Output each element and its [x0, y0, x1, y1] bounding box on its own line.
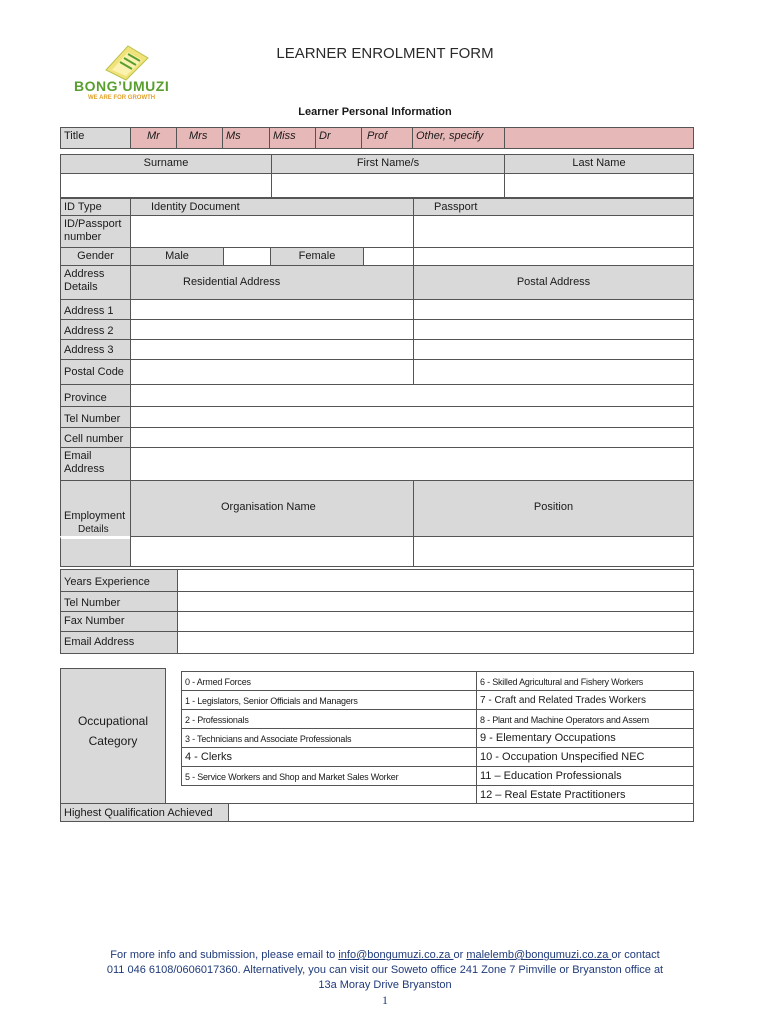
occupation-option-11[interactable]: 11 – Education Professionals: [476, 766, 694, 786]
gender-spacer: [413, 247, 694, 266]
identity-document-option[interactable]: Identity Document: [130, 198, 414, 216]
occupation-option-8[interactable]: 8 - Plant and Machine Operators and Assem: [476, 709, 694, 729]
occupation-option-12[interactable]: 12 – Real Estate Practitioners: [476, 785, 694, 805]
residential-address1-field[interactable]: [130, 299, 414, 320]
footer: [60, 948, 710, 1008]
address3-label: Address 3: [60, 339, 131, 360]
title-option-mrs[interactable]: Mrs: [176, 127, 223, 149]
employment-label: Employment: [64, 510, 126, 522]
residential-address-label: Residential Address: [130, 265, 414, 300]
address1-label: Address 1: [60, 299, 131, 320]
postal-address2-field[interactable]: [413, 319, 694, 340]
female-checkbox[interactable]: [363, 247, 414, 266]
occupation-option-2[interactable]: 2 - Professionals: [181, 709, 477, 729]
postal-address1-field[interactable]: [413, 299, 694, 320]
page-number: 1: [382, 993, 388, 1007]
female-label: Female: [270, 247, 364, 266]
residential-address3-field[interactable]: [130, 339, 414, 360]
footer-line1: For more info and submission, please email to info@bongumuzi.co.za or malelemb@bongumuzi.co.za or contact: [110, 949, 660, 961]
postal-code-label: Postal Code: [60, 359, 131, 385]
employment-blank-label: [60, 536, 131, 567]
last-name-field[interactable]: [504, 173, 694, 198]
position-field[interactable]: [413, 536, 694, 567]
title-other-field[interactable]: [504, 127, 694, 149]
occupation-option-1[interactable]: 1 - Legislators, Senior Officials and Managers: [181, 690, 477, 710]
category-label: Category: [88, 734, 138, 748]
male-checkbox[interactable]: [223, 247, 271, 266]
highest-qualification-field[interactable]: [228, 803, 694, 822]
cell-number-field[interactable]: [130, 427, 694, 448]
logo-book-icon: [98, 40, 158, 82]
years-experience-label: Years Experience: [60, 569, 178, 592]
logo-name: BONG’UMUZI: [74, 78, 170, 94]
email-address-field[interactable]: [130, 447, 694, 481]
section-title: Learner Personal Information: [298, 106, 452, 118]
highest-qualification-label: Highest Qualification Achieved: [60, 803, 229, 822]
occupational-category-label: [60, 668, 166, 804]
surname-field[interactable]: [60, 173, 272, 198]
organisation-name-label: Organisation Name: [130, 480, 414, 537]
position-label: Position: [413, 480, 694, 537]
logo-tagline: WE ARE FOR GROWTH: [88, 95, 156, 101]
first-name-label: First Name/s: [271, 154, 505, 174]
occupation-option-0[interactable]: 0 - Armed Forces: [181, 671, 477, 691]
id-type-label: ID Type: [60, 198, 131, 216]
passport-option[interactable]: Passport: [413, 198, 694, 216]
cell-number-label: Cell number: [60, 427, 131, 448]
logo: [70, 40, 180, 106]
employer-fax-field[interactable]: [177, 611, 694, 632]
employment-details-sublabel: Details: [78, 524, 109, 535]
male-label: Male: [130, 247, 224, 266]
title-option-miss[interactable]: Miss: [269, 127, 316, 149]
id-number-field[interactable]: [130, 215, 414, 248]
occupation-option-3[interactable]: 3 - Technicians and Associate Professionals: [181, 728, 477, 748]
employer-email-label: Email Address: [60, 631, 178, 654]
province-field[interactable]: [130, 384, 694, 407]
occupational-label: Occupational: [77, 714, 149, 728]
occupation-option-4[interactable]: 4 - Clerks: [181, 747, 477, 767]
title-option-prof[interactable]: Prof: [361, 127, 413, 149]
title-option-ms[interactable]: Ms: [222, 127, 270, 149]
employer-fax-label: Fax Number: [60, 611, 178, 632]
occupation-option-5[interactable]: 5 - Service Workers and Shop and Market Sales Worker: [181, 766, 477, 786]
years-experience-field[interactable]: [177, 569, 694, 592]
occupation-option-9[interactable]: 9 - Elementary Occupations: [476, 728, 694, 748]
province-label: Province: [60, 384, 131, 407]
email-address-label: Email Address: [60, 447, 131, 481]
employer-tel-label: Tel Number: [60, 591, 178, 612]
residential-address2-field[interactable]: [130, 319, 414, 340]
title-option-dr[interactable]: Dr: [315, 127, 362, 149]
address2-label: Address 2: [60, 319, 131, 340]
tel-number-label: Tel Number: [60, 406, 131, 428]
employment-details-label: [60, 480, 131, 537]
tel-number-field[interactable]: [130, 406, 694, 428]
occupation-option-6[interactable]: 6 - Skilled Agricultural and Fishery Workers: [476, 671, 694, 691]
title-label: Title: [60, 127, 131, 149]
gender-label: Gender: [60, 247, 131, 266]
footer-line3: 13a Moray Drive Bryanston: [318, 979, 452, 991]
title-option-other[interactable]: Other, specify: [412, 127, 505, 149]
surname-label: Surname: [60, 154, 272, 174]
employer-tel-field[interactable]: [177, 591, 694, 612]
first-name-field[interactable]: [271, 173, 505, 198]
postal-address-label: Postal Address: [413, 265, 694, 300]
address-details-label: Address Details: [60, 265, 131, 300]
malelemb-email-link[interactable]: malelemb@bongumuzi.co.za: [466, 949, 612, 961]
footer-line2: 011 046 6108/0606017360. Alternatively, you can visit our Soweto office 241 Zone 7 Pimville or Bryanston office at: [106, 964, 664, 976]
occupation-option-7[interactable]: 7 - Craft and Related Trades Workers: [476, 690, 694, 710]
postal-address3-field[interactable]: [413, 339, 694, 360]
passport-number-field[interactable]: [413, 215, 694, 248]
id-number-label: ID/Passport number: [60, 215, 131, 248]
occupation-option-10[interactable]: 10 - Occupation Unspecified NEC: [476, 747, 694, 767]
postal-postal-code-field[interactable]: [413, 359, 694, 385]
residential-postal-code-field[interactable]: [130, 359, 414, 385]
last-name-label: Last Name: [504, 154, 694, 174]
title-option-mr[interactable]: Mr: [130, 127, 177, 149]
form-title: LEARNER ENROLMENT FORM: [276, 45, 494, 62]
employer-email-field[interactable]: [177, 631, 694, 654]
organisation-name-field[interactable]: [130, 536, 414, 567]
info-email-link[interactable]: info@bongumuzi.co.za: [338, 949, 454, 961]
